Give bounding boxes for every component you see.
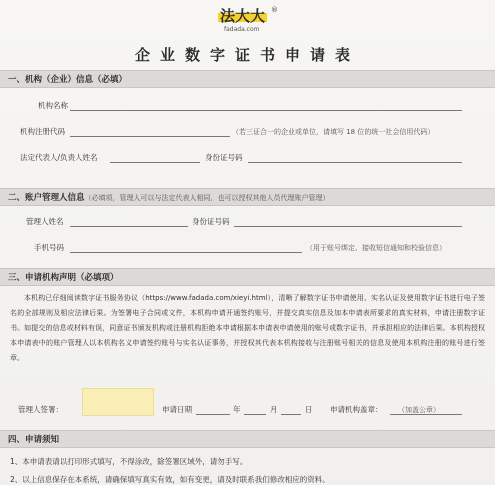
manager-signature-box[interactable] (82, 388, 154, 416)
manager-id-label: 身份证号码 (192, 217, 230, 226)
seal-hint: （加盖公章） (398, 406, 440, 414)
manager-name-field[interactable] (70, 226, 188, 227)
form-title: 企业数字证书申请表 (134, 46, 360, 64)
section-heading: 一、机构（企业）信息（必填） (8, 75, 128, 85)
credit-code-field[interactable] (70, 136, 230, 137)
cert-no-label: 身份证号码 (205, 153, 243, 162)
section-heading: 二、账户管理人信息 (8, 193, 85, 203)
year-label: 年 (233, 405, 241, 414)
registered-mark: ® (271, 6, 278, 14)
seal-label: 申请机构盖章： (330, 405, 383, 414)
signer-label: 管理人签署： (18, 405, 63, 414)
fadada-logo (218, 6, 280, 38)
cert-no-field[interactable] (248, 162, 462, 163)
manager-name-label: 管理人姓名 (26, 217, 64, 226)
section-declaration-header (0, 268, 495, 286)
credit-code-label: 机构注册代码 (20, 127, 65, 136)
org-name-field[interactable] (70, 110, 462, 111)
section-notice-header (0, 430, 495, 448)
phone-hint: （用于账号绑定、接收短信通知和校验信息） (306, 244, 446, 252)
phone-label: 手机号码 (34, 243, 64, 252)
section-account-manager-header (0, 188, 495, 206)
legal-rep-field[interactable] (110, 162, 200, 163)
section-heading: 三、申请机构声明（必填项） (8, 273, 119, 283)
manager-id-field[interactable] (234, 226, 462, 227)
logo-subtext: fadada.com (224, 26, 260, 33)
day-label: 日 (305, 405, 313, 414)
notice-item-1: 1、本申请表请以打印形式填写，不得涂改，除签署区域外，请勿手写。 (10, 457, 248, 466)
section-heading: 四、申请须知 (8, 435, 60, 445)
logo-text: 法大大 (220, 7, 266, 25)
month-field[interactable] (244, 414, 266, 415)
section-note: （必填项，管理人可以与法定代表人相同，也可以授权其他人员代理账户管理） (84, 194, 330, 202)
section-org-info-header (0, 70, 495, 88)
month-label: 月 (270, 405, 278, 414)
date-label: 申请日期 (162, 405, 192, 414)
phone-field[interactable] (70, 252, 302, 253)
day-field[interactable] (281, 414, 301, 415)
org-name-label: 机构名称 (38, 101, 68, 110)
credit-code-hint: （若三证合一的企业或单位，请填写 18 位的统一社会信用代码） (232, 128, 435, 136)
declaration-paragraph: 本机构已仔细阅读数字证书服务协议（https://www.fadada.com/xieyi.html），清晰了解数字证书申请使用、实名认证及使用数字证书进行电子签名的全部规则及相应法律后果。为签署电子合同或文件，本机构申请开通签约账号，并提交真实信息及加本申请表所要求的真实材料，申请注册数字证书。如提交的信息或材料有误，同意证书颁发机构或注册机构拒绝本申请根据本申请表申请使用的账号或数字证书，并承担相应的法律后果。本机构授权本申请表中的账户管理人以本机构名义申请签约账号与实名认证事务，并授权其代表本机构接收与注册账号相关的信息及使用本机构注册的账号进行签章。 (10, 294, 485, 362)
year-field[interactable] (196, 414, 230, 415)
notice-item-2: 2、以上信息保存在本系统，请确保填写真实有效，如有变更，请及时联系我们修改相应的资料。 (10, 475, 330, 484)
legal-rep-label: 法定代表人/负责人姓名 (20, 153, 98, 162)
